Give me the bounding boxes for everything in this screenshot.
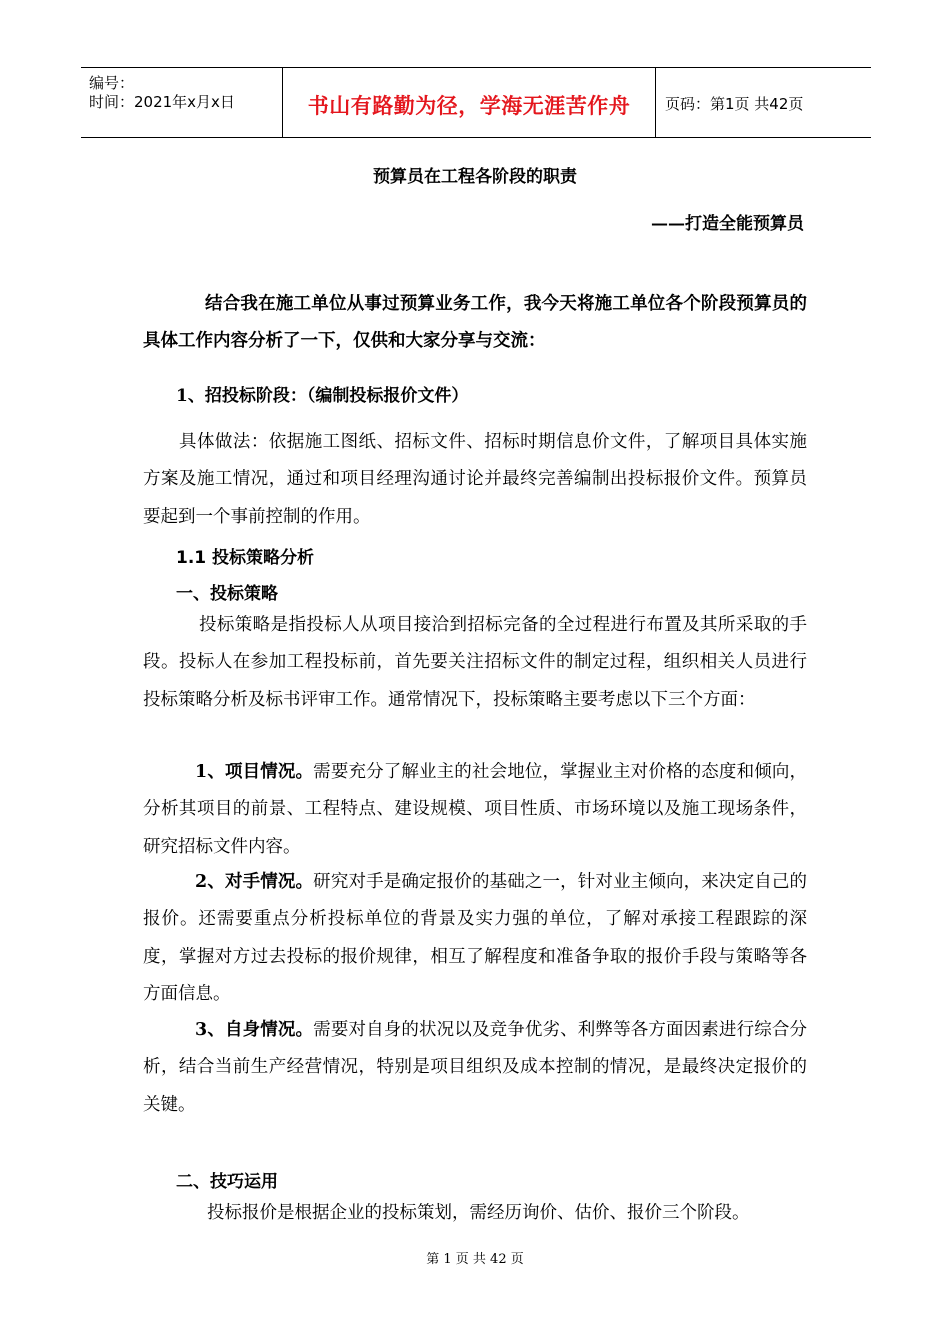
header-meta-cell	[81, 68, 281, 137]
number-label: 编号：	[89, 74, 135, 92]
item-project	[143, 754, 807, 866]
time-label: 时间：2021年x月x日	[89, 93, 235, 111]
part1-heading: 一、投标策略	[176, 584, 278, 604]
document-subtitle: ——打造全能预算员	[651, 214, 804, 234]
page-info: 页码：第1页 共42页	[665, 95, 804, 113]
header-motto-cell	[282, 68, 656, 137]
page-footer: 第 1 页 共 42 页	[426, 1252, 524, 1267]
motto: 书山有路勤为径，学海无涯苦作舟	[307, 93, 631, 118]
method-paragraph: 具体做法：依据施工图纸、招标文件、招标时期信息价文件，了解项目具体实施方案及施工情况，通过和项目经理沟通讨论并最终完善编制出投标报价文件。预算员要起到一个事前控制的作用。	[143, 432, 807, 527]
item-text: 研究对手是确定报价的基础之一，针对业主倾向，来决定自己的报价。还需要重点分析投标单位的背景及实力强的单位，了解对承接工程跟踪的深度，掌握对方过去投标的报价规律，相互了解程度和准备争取的报价手段与策略等各方面信息。	[143, 872, 807, 1004]
intro-paragraph: 结合我在施工单位从事过预算业务工作，我今天将施工单位各个阶段预算员的具体工作内容分析了一下，仅供和大家分享与交流：	[143, 294, 807, 352]
item-competitor	[143, 864, 807, 1013]
item-lead: 3、自身情况。	[195, 1020, 314, 1040]
part2-heading: 二、技巧运用	[176, 1172, 278, 1192]
document-header	[81, 67, 871, 138]
strategy-paragraph: 投标策略是指投标人从项目接洽到招标完备的全过程进行布置及其所采取的手段。投标人在参加工程投标前，首先要关注招标文件的制定过程，组织相关人员进行投标策略分析及标书评审工作。通常情况下，投标策略主要考虑以下三个方面：	[143, 615, 807, 710]
item-lead: 2、对手情况。	[195, 872, 314, 892]
item-text: 需要充分了解业主的社会地位，掌握业主对价格的态度和倾向，分析其项目的前景、工程特点、建设规模、项目性质、市场环境以及施工现场条件，研究招标文件内容。	[143, 762, 807, 857]
section-1-1-heading: 1.1 投标策略分析	[176, 548, 315, 568]
item-lead: 1、项目情况。	[195, 762, 314, 782]
document-title: 预算员在工程各阶段的职责	[373, 167, 577, 187]
stage1-heading: 1、招投标阶段：（编制投标报价文件）	[176, 386, 469, 406]
skills-paragraph: 投标报价是根据企业的投标策划，需经历询价、估价、报价三个阶段。	[207, 1203, 750, 1223]
item-text: 需要对自身的状况以及竞争优劣、利弊等各方面因素进行综合分析，结合当前生产经营情况，特别是项目组织及成本控制的情况，是最终决定报价的关键。	[143, 1020, 807, 1115]
header-page-cell	[655, 68, 871, 137]
item-self	[143, 1012, 807, 1124]
